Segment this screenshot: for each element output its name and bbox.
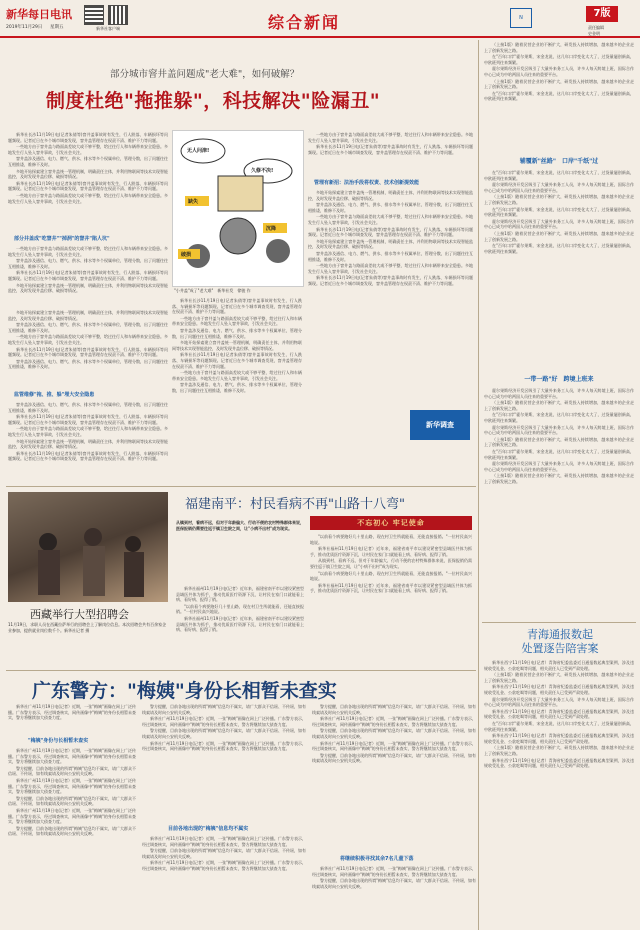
guangdong-body-6: 新华社广州11月19日电(记者）近期，一张"梅姨"画像在网上广泛传播。广东警方表示，经过调查核实，网传画像中"梅姨"的身份长相暂未查实，警方将继续加大侦查力度。 警方提醒，目前各地出现的所谓"梅姨"信息均不属实，请广大群众不信谣、不传谣，如有线索请及时向公安机关反映。 bbox=[312, 866, 476, 889]
fujian-quote: 从镇到村，看病不远，但对于年龄偏大、行动不便的农村特殊群体来说，医保报销仍需要往返于镇卫生院之间，让"小病不出村"成为现实。 bbox=[176, 520, 304, 531]
right-subhead-2: 一带一路"好 跨境上班来 bbox=[524, 376, 594, 383]
promo-badge bbox=[410, 410, 470, 440]
masthead-weekday: 星期五 bbox=[50, 25, 64, 30]
promo-label: 新华调查 bbox=[426, 421, 454, 429]
guangdong-body-2: 新华社广州11月19日电(记者）近期，一张"梅姨"画像在网上广泛传播。广东警方表示，经过调查核实，网传画像中"梅姨"的身份长相暂未查实，警方将继续加大侦查力度。 警方提醒，目前各地出现的所谓"梅姨"信息均不属实，请广大群众不信谣、不传谣，如有线索请及时向公安机关反映。 新华社广州11月19日电(记者）近期，一张"梅姨"画像在网上广泛传播。广东警方表示，经过调查核实，网传画像中"梅姨"的身份长相暂未查实，警方将继续加大侦查力度。 警方提醒，目前各地出现的所谓"梅姨"信息均不属实，请广大群众不信谣、不传谣，如有线索请及时向公安机关反映。 新华社广州11月19日电(记者）近期，一张"梅姨"画像在网上广泛传播。广东警方表示，经过调查核实，网传画像中"梅姨"的身份长相暂未查实，警方将继续加大侦查力度。 警方提醒，目前各地出现的所谓"梅姨"信息均不属实，请广大群众不信谣、不传谣，如有线索请及时向公安机关反映。 bbox=[8, 748, 136, 837]
lead-body-7: 多地开始探索建立窨井盖统一管理机制，明确责任主体，并利用物联网等技术实现智能监控，及时发现井盖位移、破损等情况。 窨井盖涉及通信、电力、燃气、供水、排水等多个权属单位，管理分散，出了问题往往互相推诿，维修不及时。 一些地方由于窨井盖与路面高差较大或不够平整，给过往行人和车辆带来安全隐患。多地发生行人坠入窨井事故，引发社会关注。 新华社长沙11月19日电(记者朱倩等)窨井盖事故时有发生，行人跌落、车辆损坏等问题频现。记者近日在多个城市调查发现，窨井盖管理存在权责不清、维护不力等问题。 多地开始探索建立窨井盖统一管理机制，明确责任主体，并利用物联网等技术实现智能监控，及时发现井盖位移、破损等情况。 窨井盖涉及通信、电力、燃气、供水、排水等多个权属单位，管理分散，出了问题往往互相推诿，维修不及时。 一些地方由于窨井盖与路面高差较大或不够平整，给过往行人和车辆带来安全隐患。多地发生行人坠入窨井事故，引发社会关注。 新华社长沙11月19日电(记者朱倩等)窨井盖事故时有发生，行人跌落、车辆损坏等问题频现。记者近日在多个城市调查发现，窨井盖管理存在权责不清、维护不力等问题。 bbox=[308, 190, 473, 286]
cartoon-label: 破损 bbox=[181, 252, 192, 258]
page-number: 7版 bbox=[593, 8, 611, 19]
lead-title: 制度杜绝"拖推躲"，科技解决"险漏丑" bbox=[46, 90, 381, 112]
right-subhead-1: 辅覆新"丝路" 口岸"千纸"过 bbox=[519, 158, 599, 165]
lead-subhead-3: 管理有新招：法治手段将权责、技术创新提效能 bbox=[314, 180, 420, 186]
qinghai-body: 新华社西宁11月19日电(记者）青海省纪委监委近日通报数起典型案例，涉及违规收受礼金、公款吃喝等问题，相关责任人已受到严肃处理。 （上接1版）随着民营企业的不断扩大，研发投入持续增加，越来越多的企业走上了创新发展之路。 新华社西宁11月19日电(记者）青海省纪委监委近日通报数起典型案例，涉及违规收受礼金、公款吃喝等问题，相关责任人已受到严肃处理。 霍尔果斯经济开发区吸引了大量外来务工人员，许多人每天跨境上班，国际合作中心已成为中哈两国人员往来的重要平台。 新华社西宁11月19日电(记者）青海省纪委监委近日通报数起典型案例，涉及违规收受礼金、公款吃喝等问题，相关责任人已受到严肃处理。 在"百年口岸"霍尔果斯，宋金龙说，这几年口岸变化太大了，过货量屡创新高，中欧班列往来频繁。 新华社西宁11月19日电(记者）青海省纪委监委近日通报数起典型案例，涉及违规收受礼金、公款吃喝等问题，相关责任人已受到严肃处理。 （上接1版）随着民营企业的不断扩大，研发投入持续增加，越来越多的企业走上了创新发展之路。 新华社西宁11月19日电(记者）青海省纪委监委近日通报数起典型案例，涉及违规收受礼金、公款吃喝等问题，相关责任人已受到严肃处理。 bbox=[484, 660, 634, 769]
masthead-logo: 新华每日电讯 bbox=[6, 8, 72, 21]
qr-code-icon[interactable] bbox=[84, 5, 104, 25]
xizang-photo bbox=[8, 492, 168, 602]
qinghai-title: 青海通报数起 处置逐告陪害案 bbox=[521, 628, 599, 655]
qr-code-icon-2[interactable] bbox=[108, 5, 128, 25]
lead-body-4: 窨井盖涉及通信、电力、燃气、供水、排水等多个权属单位，管理分散，出了问题往往互相推诿，维修不及时。 新华社长沙11月19日电(记者朱倩等)窨井盖事故时有发生，行人跌落、车辆损坏等问题频现。记者近日在多个城市调查发现，窨井盖管理存在权责不清、维护不力等问题。 一些地方由于窨井盖与路面高差较大或不够平整，给过往行人和车辆带来安全隐患。多地发生行人坠入窨井事故，引发社会关注。 多地开始探索建立窨井盖统一管理机制，明确责任主体，并利用物联网等技术实现智能监控，及时发现井盖位移、破损等情况。 新华社长沙11月19日电(记者朱倩等)窨井盖事故时有发生，行人跌落、车辆损坏等问题频现。记者近日在多个城市调查发现，窨井盖管理存在权责不清、维护不力等问题。 bbox=[8, 402, 168, 462]
page-number-badge bbox=[586, 6, 618, 22]
guangdong-body-4: 新华社广州11月19日电(记者）近期，一张"梅姨"画像在网上广泛传播。广东警方表示，经过调查核实，网传画像中"梅姨"的身份长相暂未查实，警方将继续加大侦查力度。 警方提醒，目前各地出现的所谓"梅姨"信息均不属实，请广大群众不信谣、不传谣，如有线索请及时向公安机关反映。 新华社广州11月19日电(记者）近期，一张"梅姨"画像在网上广泛传播。广东警方表示，经过调查核实，网传画像中"梅姨"的身份长相暂未查实，警方将继续加大侦查力度。 bbox=[142, 836, 306, 871]
lead-body-2: 一些地方由于窨井盖与路面高差较大或不够平整，给过往行人和车辆带来安全隐患。多地发生行人坠入窨井事故，引发社会关注。 窨井盖涉及通信、电力、燃气、供水、排水等多个权属单位，管理分散，出了问题往往互相推诿，维修不及时。 新华社长沙11月19日电(记者朱倩等)窨井盖事故时有发生，行人跌落、车辆损坏等问题频现。记者近日在多个城市调查发现，窨井盖管理存在权责不清、维护不力等问题。 多地开始探索建立窨井盖统一管理机制，明确责任主体，并利用物联网等技术实现智能监控，及时发现井盖位移、破损等情况。 bbox=[8, 246, 168, 294]
divider bbox=[6, 486, 476, 487]
cartoon-label: 无人问津! bbox=[187, 148, 210, 154]
promo-banner bbox=[310, 516, 472, 530]
divider bbox=[482, 622, 636, 623]
guangdong-subhead-2: 目前各地出现的"梅姨"信息均不属实 bbox=[168, 826, 249, 832]
lead-subhead-1: 部分井盖成"吃窨井""掉洞"的窨井"陷人坑" bbox=[14, 236, 110, 242]
lead-body-5: 新华社长沙11月19日电(记者朱倩等)窨井盖事故时有发生，行人跌落、车辆损坏等问题频现。记者近日在多个城市调查发现，窨井盖管理存在权责不清、维护不力等问题。 一些地方由于窨井盖与路面高差较大或不够平整，给过往行人和车辆带来安全隐患。多地发生行人坠入窨井事故，引发社会关注。 窨井盖涉及通信、电力、燃气、供水、排水等多个权属单位，管理分散，出了问题往往互相推诿，维修不及时。 多地开始探索建立窨井盖统一管理机制，明确责任主体，并利用物联网等技术实现智能监控，及时发现井盖位移、破损等情况。 新华社长沙11月19日电(记者朱倩等)窨井盖事故时有发生，行人跌落、车辆损坏等问题频现。记者近日在多个城市调查发现，窨井盖管理存在权责不清、维护不力等问题。 一些地方由于窨井盖与路面高差较大或不够平整，给过往行人和车辆带来安全隐患。多地发生行人坠入窨井事故，引发社会关注。 窨井盖涉及通信、电力、燃气、供水、排水等多个权属单位，管理分散，出了问题往往互相推诿，维修不及时。 bbox=[172, 298, 302, 393]
editor-name: 史金明 bbox=[588, 31, 600, 36]
right-body: （上接1版）随着民营企业的不断扩大，研发投入持续增加，越来越多的企业走上了创新发展之路。 在"百年口岸"霍尔果斯，宋金龙说，这几年口岸变化太大了，过货量屡创新高，中欧班列往来频繁。 霍尔果斯经济开发区吸引了大量外来务工人员，许多人每天跨境上班，国际合作中心已成为中哈两国人员往来的重要平台。 （上接1版）随着民营企业的不断扩大，研发投入持续增加，越来越多的企业走上了创新发展之路。 在"百年口岸"霍尔果斯，宋金龙说，这几年口岸变化太大了，过货量屡创新高，中欧班列往来频繁。 bbox=[484, 42, 634, 102]
guangdong-title: 广东警方："梅姨"身份长相暂未查实 bbox=[32, 680, 337, 702]
fujian-body-2: "以前看个病要跑好几十里山路，现在村卫生所就能看，还能直接报销。"一位村民高兴地说。 新华社福州11月19日电(记者）近年来，福建省南平市以建设紧密型县域医共体为抓手，推动优质医疗资源下沉，让村民在家门口就能看上病、看好病、报得了销。 从镇到村，看病不远，但对于年龄偏大、行动不便的农村特殊群体来说，医保报销仍需要往返于镇卫生院之间，让"小病不出村"成为现实。 "以前看个病要跑好几十里山路，现在村卫生所就能看，还能直接报销。"一位村民高兴地说。 新华社福州11月19日电(记者）近年来，福建省南平市以建设紧密型县域医共体为抓手，推动优质医疗资源下沉，让村民在家门口就能看上病、看好病、报得了销。 bbox=[310, 534, 472, 594]
cartoon-label: 缺失 bbox=[188, 199, 199, 205]
editor-label: 责任编辑 bbox=[588, 25, 604, 30]
qr-caption: 新华社客户端 bbox=[96, 26, 120, 31]
right-body-2: 在"百年口岸"霍尔果斯，宋金龙说，这几年口岸变化太大了，过货量屡创新高，中欧班列往来频繁。 霍尔果斯经济开发区吸引了大量外来务工人员，许多人每天跨境上班，国际合作中心已成为中哈两国人员往来的重要平台。 （上接1版）随着民营企业的不断扩大，研发投入持续增加，越来越多的企业走上了创新发展之路。 在"百年口岸"霍尔果斯，宋金龙说，这几年口岸变化太大了，过货量屡创新高，中欧班列往来频繁。 霍尔果斯经济开发区吸引了大量外来务工人员，许多人每天跨境上班，国际合作中心已成为中哈两国人员往来的重要平台。 （上接1版）随着民营企业的不断扩大，研发投入持续增加，越来越多的企业走上了创新发展之路。 在"百年口岸"霍尔果斯，宋金龙说，这几年口岸变化太大了，过货量屡创新高，中欧班列往来频繁。 bbox=[484, 170, 634, 254]
guangdong-body: 新华社广州11月19日电(记者）近期，一张"梅姨"画像在网上广泛传播。广东警方表示，经过调查核实，网传画像中"梅姨"的身份长相暂未查实，警方将继续加大侦查力度。 bbox=[8, 704, 136, 721]
guangdong-subhead-1: "梅姨"身份与长相暂未查实 bbox=[28, 738, 89, 744]
cartoon-label: 久修不决! bbox=[251, 168, 274, 174]
lead-kicker: 部分城市窨井盖问题成"老大难"，如何破解？ bbox=[110, 69, 300, 80]
lead-body: 新华社长沙11月19日电(记者朱倩等)窨井盖事故时有发生，行人跌落、车辆损坏等问题频现。记者近日在多个城市调查发现，窨井盖管理存在权责不清、维护不力等问题。 一些地方由于窨井盖与路面高差较大或不够平整，给过往行人和车辆带来安全隐患。多地发生行人坠入窨井事故，引发社会关注。 窨井盖涉及通信、电力、燃气、供水、排水等多个权属单位，管理分散，出了问题往往互相推诿，维修不及时。 多地开始探索建立窨井盖统一管理机制，明确责任主体，并利用物联网等技术实现智能监控，及时发现井盖位移、破损等情况。 新华社长沙11月19日电(记者朱倩等)窨井盖事故时有发生，行人跌落、车辆损坏等问题频现。记者近日在多个城市调查发现，窨井盖管理存在权责不清、维护不力等问题。 一些地方由于窨井盖与路面高差较大或不够平整，给过往行人和车辆带来安全隐患。多地发生行人坠入窨井事故，引发社会关注。 bbox=[8, 132, 168, 204]
cartoon-caption: "小井盖"成了"老大难" 新华社发 徐骏 作 bbox=[174, 288, 251, 293]
divider bbox=[478, 40, 479, 930]
lead-body-6: 一些地方由于窨井盖与路面高差较大或不够平整，给过往行人和车辆带来安全隐患。多地发生行人坠入窨井事故，引发社会关注。 新华社长沙11月19日电(记者朱倩等)窨井盖事故时有发生，行人跌落、车辆损坏等问题频现。记者近日在多个城市调查发现，窨井盖管理存在权责不清、维护不力等问题。 bbox=[308, 132, 473, 155]
banner-text: 不忘初心 牢记使命 bbox=[357, 519, 425, 527]
xinhua-logo: N bbox=[510, 8, 532, 28]
fujian-title: 福建南平：村民看病不再"山路十八弯" bbox=[185, 497, 405, 512]
xizang-title: 西藏举行大型招聘会 bbox=[30, 608, 129, 621]
lead-subhead-2: 监管维修"拖、推、躲"埋大安全隐患 bbox=[14, 392, 95, 398]
cartoon-illustration bbox=[172, 130, 304, 287]
xizang-caption: 11月19日，求职人员在西藏拉萨举行的招聘会上了解岗位信息。本次招聘会共有百余家企业参加，提供就业岗位数千个。新华社记者 摄 bbox=[8, 622, 167, 633]
divider bbox=[6, 670, 476, 671]
fujian-body: 新华社福州11月19日电(记者）近年来，福建省南平市以建设紧密型县域医共体为抓手，推动优质医疗资源下沉，让村民在家门口就能看上病、看好病、报得了销。 "以前看个病要跑好几十里山路，现在村卫生所就能看，还能直接报销。"一位村民高兴地说。 新华社福州11月19日电(记者）近年来，福建省南平市以建设紧密型县域医共体为抓手，推动优质医疗资源下沉，让村民在家门口就能看上病、看好病、报得了销。 bbox=[176, 586, 304, 633]
lead-body-3: 多地开始探索建立窨井盖统一管理机制，明确责任主体，并利用物联网等技术实现智能监控，及时发现井盖位移、破损等情况。 窨井盖涉及通信、电力、燃气、供水、排水等多个权属单位，管理分散，出了问题往往互相推诿，维修不及时。 一些地方由于窨井盖与路面高差较大或不够平整，给过往行人和车辆带来安全隐患。多地发生行人坠入窨井事故，引发社会关注。 新华社长沙11月19日电(记者朱倩等)窨井盖事故时有发生，行人跌落、车辆损坏等问题频现。记者近日在多个城市调查发现，窨井盖管理存在权责不清、维护不力等问题。 窨井盖涉及通信、电力、燃气、供水、排水等多个权属单位，管理分散，出了问题往往互相推诿，维修不及时。 bbox=[8, 310, 168, 370]
guangdong-body-3: 警方提醒，目前各地出现的所谓"梅姨"信息均不属实，请广大群众不信谣、不传谣，如有线索请及时向公安机关反映。 新华社广州11月19日电(记者）近期，一张"梅姨"画像在网上广泛传播。广东警方表示，经过调查核实，网传画像中"梅姨"的身份长相暂未查实，警方将继续加大侦查力度。 警方提醒，目前各地出现的所谓"梅姨"信息均不属实，请广大群众不信谣、不传谣，如有线索请及时向公安机关反映。 新华社广州11月19日电(记者）近期，一张"梅姨"画像在网上广泛传播。广东警方表示，经过调查核实，网传画像中"梅姨"的身份长相暂未查实，警方将继续加大侦查力度。 bbox=[142, 704, 306, 752]
masthead-date: 2019年11月29日 bbox=[6, 25, 43, 30]
guangdong-subhead-3: 将继续积极寻找其余7名儿童下落 bbox=[340, 856, 414, 862]
section-title: 综合新闻 bbox=[268, 13, 341, 32]
cartoon-label: 沉降 bbox=[266, 226, 277, 232]
guangdong-body-5: 警方提醒，目前各地出现的所谓"梅姨"信息均不属实，请广大群众不信谣、不传谣，如有线索请及时向公安机关反映。 新华社广州11月19日电(记者）近期，一张"梅姨"画像在网上广泛传播。广东警方表示，经过调查核实，网传画像中"梅姨"的身份长相暂未查实，警方将继续加大侦查力度。 警方提醒，目前各地出现的所谓"梅姨"信息均不属实，请广大群众不信谣、不传谣，如有线索请及时向公安机关反映。 新华社广州11月19日电(记者）近期，一张"梅姨"画像在网上广泛传播。广东警方表示，经过调查核实，网传画像中"梅姨"的身份长相暂未查实，警方将继续加大侦查力度。 警方提醒，目前各地出现的所谓"梅姨"信息均不属实，请广大群众不信谣、不传谣，如有线索请及时向公安机关反映。 bbox=[312, 704, 476, 764]
masthead-rule bbox=[0, 36, 640, 38]
right-body-3: 霍尔果斯经济开发区吸引了大量外来务工人员，许多人每天跨境上班，国际合作中心已成为中哈两国人员往来的重要平台。 （上接1版）随着民营企业的不断扩大，研发投入持续增加，越来越多的企业走上了创新发展之路。 在"百年口岸"霍尔果斯，宋金龙说，这几年口岸变化太大了，过货量屡创新高，中欧班列往来频繁。 霍尔果斯经济开发区吸引了大量外来务工人员，许多人每天跨境上班，国际合作中心已成为中哈两国人员往来的重要平台。 （上接1版）随着民营企业的不断扩大，研发投入持续增加，越来越多的企业走上了创新发展之路。 在"百年口岸"霍尔果斯，宋金龙说，这几年口岸变化太大了，过货量屡创新高，中欧班列往来频繁。 霍尔果斯经济开发区吸引了大量外来务工人员，许多人每天跨境上班，国际合作中心已成为中哈两国人员往来的重要平台。 （上接1版）随着民营企业的不断扩大，研发投入持续增加，越来越多的企业走上了创新发展之路。 bbox=[484, 388, 634, 484]
